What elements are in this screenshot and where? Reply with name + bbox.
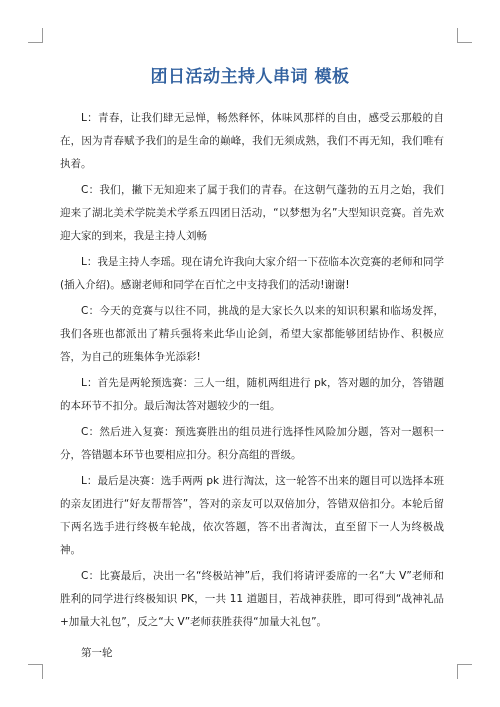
crop-mark-top-right [457,28,472,43]
paragraph: L：青春，让我们肆无忌惮，畅然释怀，体味风那样的自由，感受云那般的自在，因为青春赋予我们的是生命的巅峰，我们无须成熟，我们不再无知，我们唯有执着。 [60,112,444,170]
paragraph: C：然后进入复赛：预选赛胜出的组员进行选择性风险加分题，答对一题积一分，答错题本环节也要相应扣分。积分高组的晋级。 [60,426,444,461]
crop-mark-top-left [28,28,43,43]
section-heading: 第一轮 [81,647,113,659]
document-title: 团日活动主持人串词 模板 [150,67,350,87]
crop-mark-bottom-left [28,664,43,679]
paragraph: C：今天的竞赛与以往不同，挑战的是大家长久以来的知识积累和临场发挥，我们各班也都派出了精兵强将来此华山论剑，希望大家都能够团结协作、积极应答，为自己的班集体争光添彩! [60,305,444,363]
paragraph: L：首先是两轮预选赛：三人一组，随机两组进行 pk，答对题的加分，答错题的本环节不扣分。最后淘汰答对题较少的一组。 [60,377,444,412]
crop-mark-bottom-right [457,664,472,679]
paragraph: L：最后是决赛：选手两两 pk 进行淘汰，这一轮答不出来的题目可以选择本班的亲友团进行“好友帮帮答”，答对的亲友可以双倍加分，答错双倍扣分。本轮后留下两名选手进行终极车轮战，依次答题，答不出者淘汰，直至留下一人为终极战神。 [60,475,444,556]
paragraph: L：我是主持人李瑶。现在请允许我向大家介绍一下莅临本次竞赛的老师和同学(插入介绍)。感谢老师和同学在百忙之中支持我们的活动!谢谢! [60,256,444,291]
paragraph: C：比赛最后，决出一名“终极站神”后，我们将请评委席的一名“大 V”老师和胜利的同学进行终极知识 PK，一共 11 道题目，若战神获胜，即可得到“战神礼品+加量大礼包”，反之“大 V”老师获胜获得“加量大礼包”。 [60,570,444,628]
document-body [60,107,444,665]
paragraph: C：我们，撇下无知迎来了属于我们的青春。在这朝气蓬勃的五月之始，我们迎来了湖北美术学院美术学系五四团日活动，“以梦想为名”大型知识竞赛。首先欢迎大家的到来，我是主持人刘畅 [60,184,444,242]
